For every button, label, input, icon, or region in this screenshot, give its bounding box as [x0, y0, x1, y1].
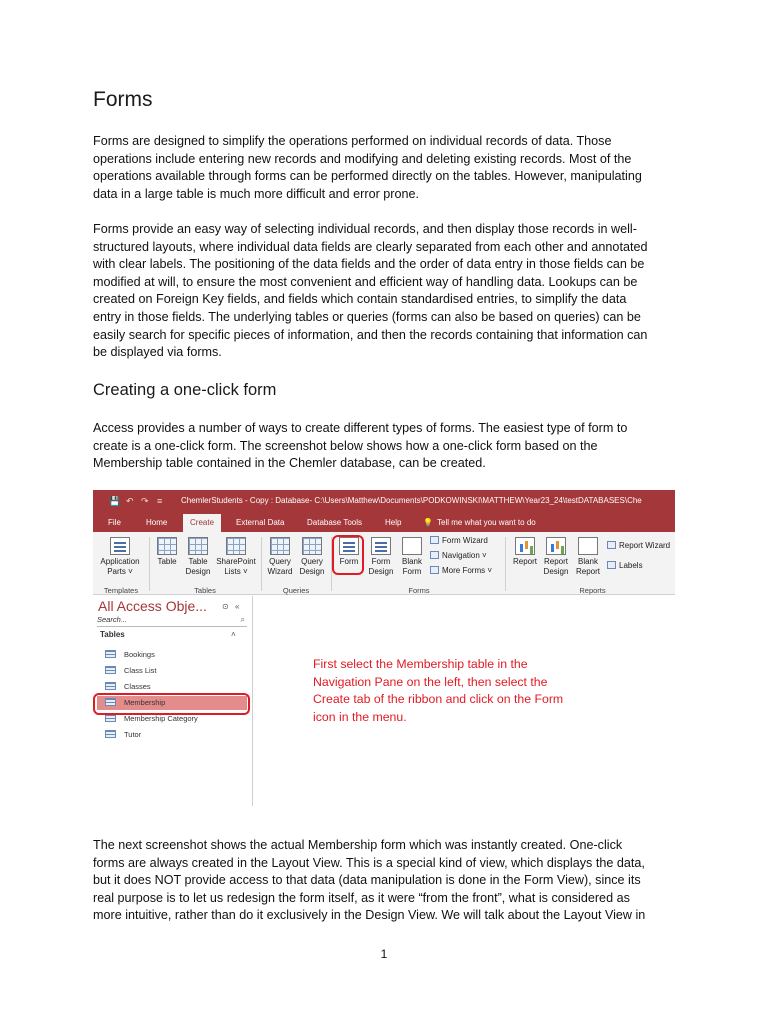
- ribbon-divider: [149, 537, 150, 591]
- tab-home[interactable]: Home: [146, 518, 168, 527]
- table-icon: [157, 537, 177, 555]
- paragraph-intro: Forms are designed to simplify the operations performed on individual records of data. Those operations include entering new records and modifying and deleting existing records. Most of the operations available through forms can be performed directly on the tables. However, manipulating data in a large table is much more difficult and error prone.: [93, 134, 642, 201]
- ribbon-divider: [261, 537, 262, 591]
- nav-pane-title[interactable]: All Access Obje...: [98, 598, 207, 614]
- chevron-up-icon[interactable]: ˄: [231, 630, 236, 639]
- tab-create[interactable]: Create: [183, 514, 221, 532]
- labels-icon: [607, 561, 616, 569]
- navigation-icon: [430, 551, 439, 559]
- application-parts-button[interactable]: Application Parts ˅: [96, 537, 144, 577]
- tell-me-search[interactable]: Tell me what you want to do: [437, 518, 536, 527]
- nav-item-tutor[interactable]: Tutor: [105, 728, 141, 742]
- table-icon: [105, 714, 116, 722]
- report-wizard-button[interactable]: Report Wizard: [607, 541, 670, 550]
- paragraph-one-click: Access provides a number of ways to create different types of forms. The easiest type of form to create is a one-click form. The screenshot below shows how a one-click form based on the Membership table contained in the Chemler database, can be created.: [93, 421, 628, 471]
- search-icon: ⌕: [240, 615, 245, 624]
- report-design-button[interactable]: Report Design: [540, 537, 572, 577]
- form-design-icon: [371, 537, 391, 555]
- query-wizard-button[interactable]: Query Wizard: [264, 537, 296, 577]
- table-button[interactable]: Table: [152, 537, 182, 567]
- nav-item-membership-category[interactable]: Membership Category: [105, 712, 198, 726]
- query-design-button[interactable]: Query Design: [296, 537, 328, 577]
- ribbon-tabs: [93, 512, 675, 532]
- access-screenshot: [93, 490, 675, 806]
- blank-form-button[interactable]: Blank Form: [397, 537, 427, 577]
- paragraph-forms-benefits: Forms provide an easy way of selecting individual records, and then display those records in well- structured layouts, where individual data fields are clearly separated from each other and annotated with clear labels. The positioning of the data fields and the order of data entry in those fields can be modified at will, to ensure the most convenient and efficient way of handling data. Lookups can be created on Foreign Key fields, and fields which contain standardised entries, to simplify the data entry in those fields. The underlying tables or queries (forms can also be based on queries) can be easily search for specific pieces of information, and then the records containing that information can be displayed via forms.: [93, 222, 648, 360]
- membership-highlight: [93, 693, 250, 715]
- tab-external-data[interactable]: External Data: [236, 518, 285, 527]
- table-icon: [105, 650, 116, 658]
- navigation-button[interactable]: Navigation ˅: [430, 551, 487, 560]
- labels-button[interactable]: Labels: [607, 561, 643, 570]
- window-titlebar: [93, 490, 675, 512]
- report-icon: [515, 537, 535, 555]
- query-wizard-icon: [270, 537, 290, 555]
- group-tables: Tables: [194, 586, 216, 595]
- nav-search-input[interactable]: Search... ⌕: [97, 615, 247, 627]
- more-forms-icon: [430, 566, 439, 574]
- tab-database-tools[interactable]: Database Tools: [307, 518, 362, 527]
- redo-icon[interactable]: ↷: [141, 496, 149, 506]
- section-heading: Creating a one-click form: [93, 381, 277, 399]
- ribbon-divider: [505, 537, 506, 591]
- blank-report-icon: [578, 537, 598, 555]
- navigation-pane: [93, 596, 253, 806]
- tab-help[interactable]: Help: [385, 518, 402, 527]
- form-wizard-button[interactable]: Form Wizard: [430, 536, 488, 545]
- form-wizard-icon: [430, 536, 439, 544]
- window-title: ChemlerStudents - Copy : Database- C:\Users\Matthew\Documents\PODKOWINSKI\MATTHEW\Year23_24\testDATABASES\Che: [181, 496, 642, 505]
- table-icon: [105, 666, 116, 674]
- tab-file[interactable]: File: [108, 518, 121, 527]
- query-design-icon: [302, 537, 322, 555]
- group-queries: Queries: [282, 586, 310, 595]
- group-templates: Templates: [103, 586, 139, 595]
- form-button-highlight: [332, 535, 364, 575]
- table-design-icon: [188, 537, 208, 555]
- table-design-button[interactable]: Table Design: [182, 537, 214, 577]
- page-title: Forms: [93, 88, 153, 111]
- group-forms: Forms: [408, 586, 430, 595]
- save-icon[interactable]: 💾: [109, 496, 121, 506]
- blank-form-icon: [402, 537, 422, 555]
- undo-icon[interactable]: ↶: [126, 496, 134, 506]
- table-icon: [105, 730, 116, 738]
- screenshot-annotation: First select the Membership table in the Navigation Pane on the left, then select the Create tab of the ribbon and click on the Form icon in the menu.: [313, 657, 564, 725]
- more-forms-button[interactable]: More Forms ˅: [430, 566, 492, 575]
- form-design-button[interactable]: Form Design: [365, 537, 397, 577]
- page-number: 1: [380, 947, 388, 961]
- nav-item-classes[interactable]: Classes: [105, 680, 151, 694]
- report-design-icon: [546, 537, 566, 555]
- report-button[interactable]: Report: [510, 537, 540, 567]
- customize-qat-icon[interactable]: ≡: [157, 496, 163, 506]
- nav-item-membership[interactable]: Membership: [97, 696, 247, 710]
- lightbulb-icon: 💡: [423, 518, 433, 527]
- nav-item-bookings[interactable]: Bookings: [105, 648, 155, 662]
- nav-section-tables[interactable]: Tables: [100, 630, 125, 639]
- application-parts-icon: [110, 537, 130, 555]
- sharepoint-lists-button[interactable]: SharePoint Lists ˅: [214, 537, 258, 577]
- paragraph-layout-view: The next screenshot shows the actual Membership form which was instantly created. One-click forms are always created in the Layout View. This is a special kind of view, which displays the data, but it does NOT provide access to that data (data manipulation is done in the Form View), since its real purpose is to let us redesign the form itself, as it were “from the front”, what is considered as more intuitive, rather than do it exclusively in the Design View. We will talk about the Layout View in: [93, 838, 646, 923]
- sharepoint-lists-icon: [226, 537, 246, 555]
- group-reports: Reports: [579, 586, 606, 595]
- report-wizard-icon: [607, 541, 616, 549]
- blank-report-button[interactable]: Blank Report: [572, 537, 604, 577]
- nav-item-class-list[interactable]: Class List: [105, 664, 157, 678]
- table-icon: [105, 682, 116, 690]
- collapse-pane-icon[interactable]: «: [235, 602, 240, 611]
- form-button[interactable]: Form: [335, 537, 363, 567]
- nav-options-icon[interactable]: ⊙: [222, 602, 229, 611]
